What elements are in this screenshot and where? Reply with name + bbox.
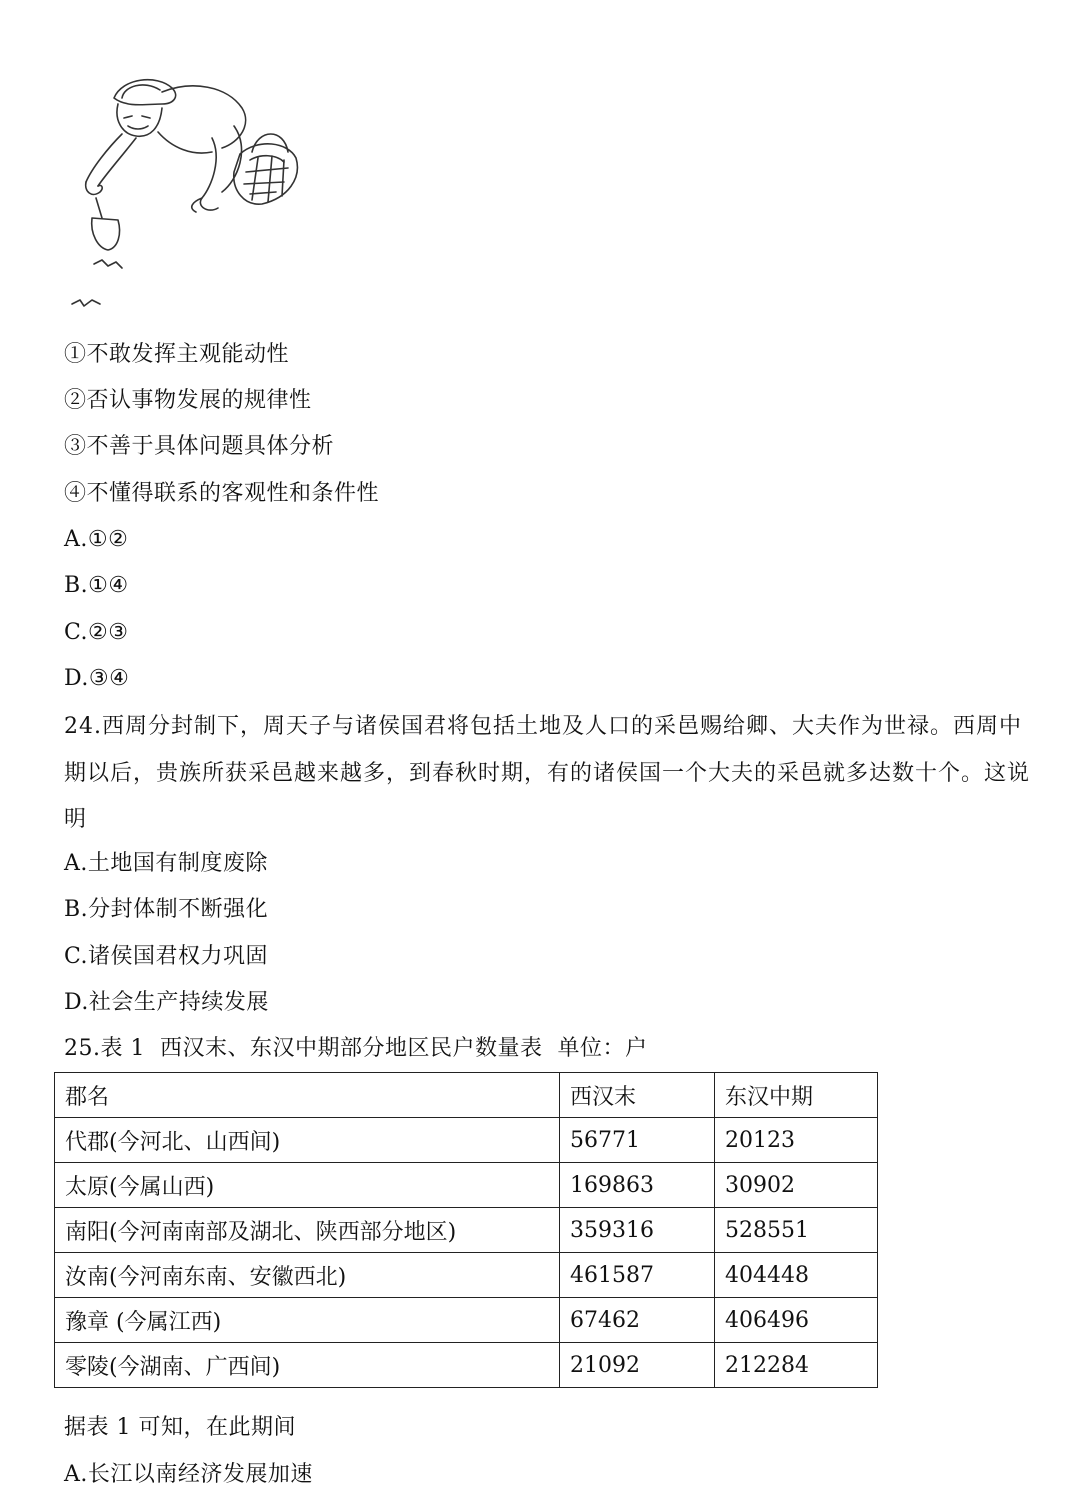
- q23-option-c: C.②③: [64, 620, 129, 645]
- table-row: [55, 1208, 878, 1253]
- table-cell: 汝南(今河南东南、安徽西北): [55, 1253, 560, 1298]
- q24-option-a: A.土地国有制度废除: [64, 851, 268, 876]
- table-cell: 豫章 (今属江西): [55, 1298, 560, 1343]
- q24-option-b: B.分封体制不断强化: [64, 897, 269, 922]
- table-cell: 169863: [560, 1163, 715, 1208]
- table-cell: 67462: [560, 1298, 715, 1343]
- table-cell: 461587: [560, 1253, 715, 1298]
- table-row: [55, 1118, 878, 1163]
- q24-stem: 24.西周分封制下，周天子与诸侯国君将包括土地及人口的采邑赐给卿、大夫作为世禄。西周中期以后，贵族所获采邑越来越多，到春秋时期，有的诸侯国一个大夫的采邑就多达数十个。这说明: [64, 714, 1031, 832]
- table-cell: 359316: [560, 1208, 715, 1253]
- header-cell: 西汉末: [560, 1073, 715, 1118]
- q25-option-a: A.长江以南经济发展加速: [64, 1462, 313, 1487]
- q24-option-c: C.诸侯国君权力巩固: [64, 944, 269, 969]
- statement-2: ②否认事物发展的规律性: [64, 388, 312, 413]
- household-table: [54, 1072, 878, 1388]
- table-cell: 代郡(今河北、山西间): [55, 1118, 560, 1163]
- table-cell: 20123: [715, 1118, 878, 1163]
- table-cell: 零陵(今湖南、广西间): [55, 1343, 560, 1388]
- q25-caption: 25.表 1 西汉末、东汉中期部分地区民户数量表 单位：户: [64, 1036, 648, 1061]
- table-row: [55, 1298, 878, 1343]
- statement-1: ①不敢发挥主观能动性: [64, 342, 290, 367]
- q23-option-b: B.①④: [64, 573, 129, 598]
- table-cell: 406496: [715, 1298, 878, 1343]
- table-cell: 528551: [715, 1208, 878, 1253]
- table-cell: 南阳(今河南南部及湖北、陕西部分地区): [55, 1208, 560, 1253]
- table-header-row: [55, 1073, 878, 1118]
- table-cell: 太原(今属山西): [55, 1163, 560, 1208]
- statement-4: ④不懂得联系的客观性和条件性: [64, 481, 380, 506]
- statement-3: ③不善于具体问题具体分析: [64, 434, 335, 459]
- q25-lead: 据表 1 可知，在此期间: [64, 1415, 296, 1440]
- table-cell: 404448: [715, 1253, 878, 1298]
- table-cell: 212284: [715, 1343, 878, 1388]
- header-cell: 东汉中期: [715, 1073, 878, 1118]
- table-row: [55, 1163, 878, 1208]
- table-row: [55, 1343, 878, 1388]
- figure-illustration: [62, 68, 312, 318]
- table-cell: 21092: [560, 1343, 715, 1388]
- q24-option-d: D.社会生产持续发展: [64, 990, 269, 1015]
- table-cell: 56771: [560, 1118, 715, 1163]
- header-cell: 郡名: [55, 1073, 560, 1118]
- q23-option-d: D.③④: [64, 666, 130, 691]
- table-row: [55, 1253, 878, 1298]
- q23-option-a: A.①②: [64, 527, 129, 552]
- table-cell: 30902: [715, 1163, 878, 1208]
